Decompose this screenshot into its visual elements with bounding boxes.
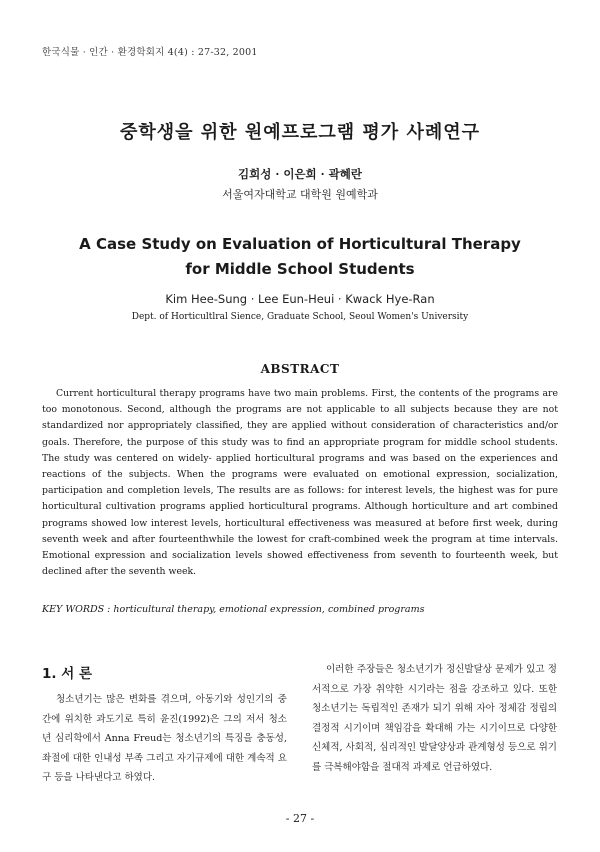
abstract-body: Current horticultural therapy programs have two main problems. First, the contents of the programs are too monotonous. Second, although the programs are not applicable to all subjects because they are not standardized nor appropriately classified, they are applied without consideration of characteristics and/or goals. Therefore, the purpose of this study was to find an appropriate program for middle school students. The study was centered on widely- applied horticultural programs and was based on the experiences and reactions of the subjects. When the programs were evaluated on emotional expression, socialization, participation and completion levels, The results are as follows: for interest levels, the highest was for pure horticultural cultivation programs applied horticultural programs. Although horticulture and art combined programs showed low interest levels, horticultural effectiveness was measured at before first week, during seventh week and after fourteenthwhile the lowest for craft-combined week the program at time intervals. Emotional expression and socialization levels showed effectiveness from seventh to fourteenth week, but declined after the seventh week. bbox=[42, 388, 558, 578]
left-column bbox=[42, 660, 287, 788]
right-column bbox=[312, 660, 557, 777]
affiliation-english: Dept. of Horticultlral Sience, Graduate School, Seoul Women's University bbox=[131, 312, 469, 322]
abstract-heading: ABSTRACT bbox=[260, 362, 340, 376]
authors-english: Kim Hee-Sung · Lee Eun-Heui · Kwack Hye-Ran bbox=[165, 292, 435, 306]
keywords: KEY WORDS : horticultural therapy, emotional expression, combined programs bbox=[42, 604, 425, 615]
intro-paragraph-right: 이러한 주장들은 청소년기가 정신발달상 문제가 있고 정서적으로 가장 취약한 시기라는 점을 강조하고 있다. 또한 청소년기는 독립적인 존재가 되기 위해 자아 정체감 정립의 결정적 시기이며 책임감을 확대해 가는 시기이므로 다양한 신체적, 사회적, 심리적인 발달양상과 관계형성 등으로 위기를 극복해야함을 절대적 과제로 언급하였다. bbox=[312, 664, 557, 773]
paper-title-english-line1: A Case Study on Evaluation of Horticultural Therapy bbox=[79, 235, 521, 253]
paper-title-english bbox=[20, 232, 580, 282]
intro-paragraph-left: 청소년기는 많은 변화를 겪으며, 아동기와 성인기의 중간에 위치한 과도기로 특히 윤진(1992)은 그의 저서 청소년 심리학에서 Anna Freud는 청소년기의 특징을 충동성, 좌절에 대한 인내성 부족 그리고 자기규제에 대한 계속적 요구 등을 나타낸다고 하였다. bbox=[42, 694, 287, 783]
paper-title-korean: 중학생을 위한 원예프로그램 평가 사례연구 bbox=[119, 122, 481, 143]
section-heading-introduction: 1. 서 론 bbox=[42, 666, 93, 682]
journal-reference: 한국식물 · 인간 · 환경학회지 4(4) : 27-32, 2001 bbox=[42, 47, 258, 58]
authors-korean: 김희성 · 이은희 · 곽혜란 bbox=[237, 167, 362, 181]
paper-title-english-line2: for Middle School Students bbox=[185, 260, 415, 278]
page-number: - 27 - bbox=[285, 812, 315, 825]
affiliation-korean: 서울여자대학교 대학원 원예학과 bbox=[222, 188, 378, 201]
